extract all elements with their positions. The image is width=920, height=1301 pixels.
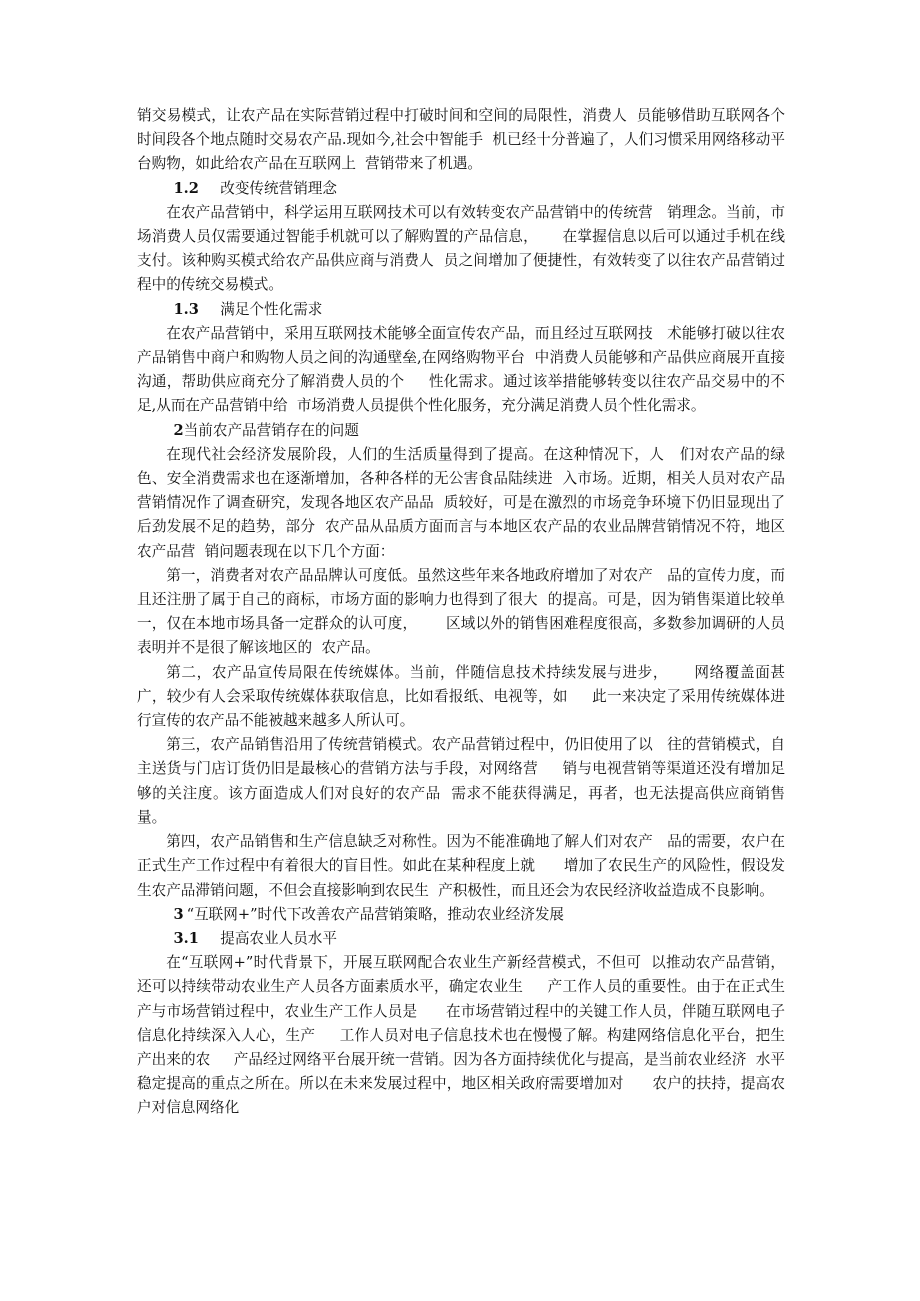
section-title: 改变传统营销理念 [220,179,337,197]
body-paragraph: 第三，农产品销售沿用了传统营销模式。农产品营销过程中，仍旧使用了以 往的营销模式，自主送货与门店订货仍旧是最核心的营销方法与手段，对网络营 销与电视营销等渠道还没有增加足够的关注度。该方面造成人们对良好的农产品 需求不能获得满足，再者，也无法提高供应商销售量。 [137,736,785,826]
section-heading [137,927,785,951]
body-paragraph: 第四，农产品销售和生产信息缺乏对称性。因为不能准确地了解人们对农产 品的需要，农户在正式生产工作过程中有着很大的盲目性。如此在某种程度上就 增加了农民生产的风险性，假设发生农产品滞销问题，不但会直接影响到农民生 产积极性，而且还会为农民经济收益造成不良影响。 [137,833,785,899]
body-paragraph: 在“互联网+”时代背景下，开展互联网配合农业生产新经营模式，不但可 以推动农产品营销，还可以持续带动农业生产人员各方面素质水平，确定农业生 产工作人员的重要性。由于在正式生产与市场营销过程中，农业生产工作人员是 在市场营销过程中的关键工作人员，伴随互联网电子信息化持续深入人心，生产 工作人员对电子信息技术也在慢慢了解。构建网络信息化平台，把生产出来的农 产品经过网络平台展开统一营销。因为各方面持续优化与提高，是当前农业经济 水平稳定提高的重点之所在。所以在未来发展过程中，地区相关政府需要增加对 农户的扶持，提高农户对信息网络化 [137,954,785,1117]
section-number: 3 [173,905,184,923]
body-paragraph: 在农产品营销中，科学运用互联网技术可以有效转变农产品营销中的传统营 销理念。当前，市场消费人员仅需要通过智能手机就可以了解购置的产品信息， 在掌握信息以后可以通过手机在线支付。该种购买模式给农产品供应商与消费人 员之间增加了便捷性，有效转变了以往农产品营销过程中的传统交易模式。 [137,203,785,294]
section-heading [137,177,785,201]
section-heading [137,298,785,322]
section-number: 1.2 [173,179,199,197]
body-paragraph: 在农产品营销中，采用互联网技术能够全面宣传农产品，而且经过互联网技 术能够打破以往农产品销售中商户和购物人员之间的沟通壁垒,在网络购物平台 中消费人员能够和产品供应商展开直接沟通，帮助供应商充分了解消费人员的个 性化需求。通过该举措能够转变以往农产品交易中的不足,从而在产品营销中给 市场消费人员提供个性化服务，充分满足消费人员个性化需求。 [137,324,785,415]
section-title: “互联网+”时代下改善农产品营销策略，推动农业经济发展 [186,905,565,923]
section-number: 3.1 [173,929,199,947]
section-number: 1.3 [173,300,199,318]
section-title: 满足个性化需求 [220,300,323,318]
document-page [137,104,785,1121]
section-heading [137,903,785,927]
section-heading [137,419,785,443]
section-title: 提高农业人员水平 [220,929,337,947]
body-paragraph: 第一，消费者对农产品品牌认可度低。虽然这些年来各地政府增加了对农产 品的宣传力度，而且还注册了属于自己的商标，市场方面的影响力也得到了很大 的提高。可是，因为销售渠道比较单一，仅在本地市场具备一定群众的认可度， 区域以外的销售困难程度很高，多数参加调研的人员表明并不是很了解该地区的 农产品。 [137,566,785,657]
body-paragraph: 在现代社会经济发展阶段，人们的生活质量得到了提高。在这种情况下，人 们对农产品的绿色、安全消费需求也在逐渐增加，各种各样的无公害食品陆续进 入市场。近期，相关人员对农产品营销情况作了调查研究，发现各地区农产品品 质较好，可是在激烈的市场竞争环境下仍旧显现出了后劲发展不足的趋势，部分 农产品从品质方面而言与本地区农产品的农业品牌营销情况不符，地区农产品营 销问题表现在以下几个方面： [137,445,785,560]
section-number: 2 [173,421,184,439]
body-paragraph: 销交易模式，让农产品在实际营销过程中打破时间和空间的局限性，消费人 员能够借助互联网各个时间段各个地点随时交易农产品.现如今,社会中智能手 机已经十分普遍了，人们习惯采用网络移动平台购物，如此给农产品在互联网上 营销带来了机遇。 [137,107,785,173]
section-title: 当前农产品营销存在的问题 [183,421,359,439]
body-paragraph: 第二，农产品宣传局限在传统媒体。当前，伴随信息技术持续发展与进步， 网络覆盖面甚广，较少有人会采取传统媒体获取信息，比如看报纸、电视等，如 此一来决定了采用传统媒体进行宣传的农产品不能被越来越多人所认可。 [137,663,785,730]
